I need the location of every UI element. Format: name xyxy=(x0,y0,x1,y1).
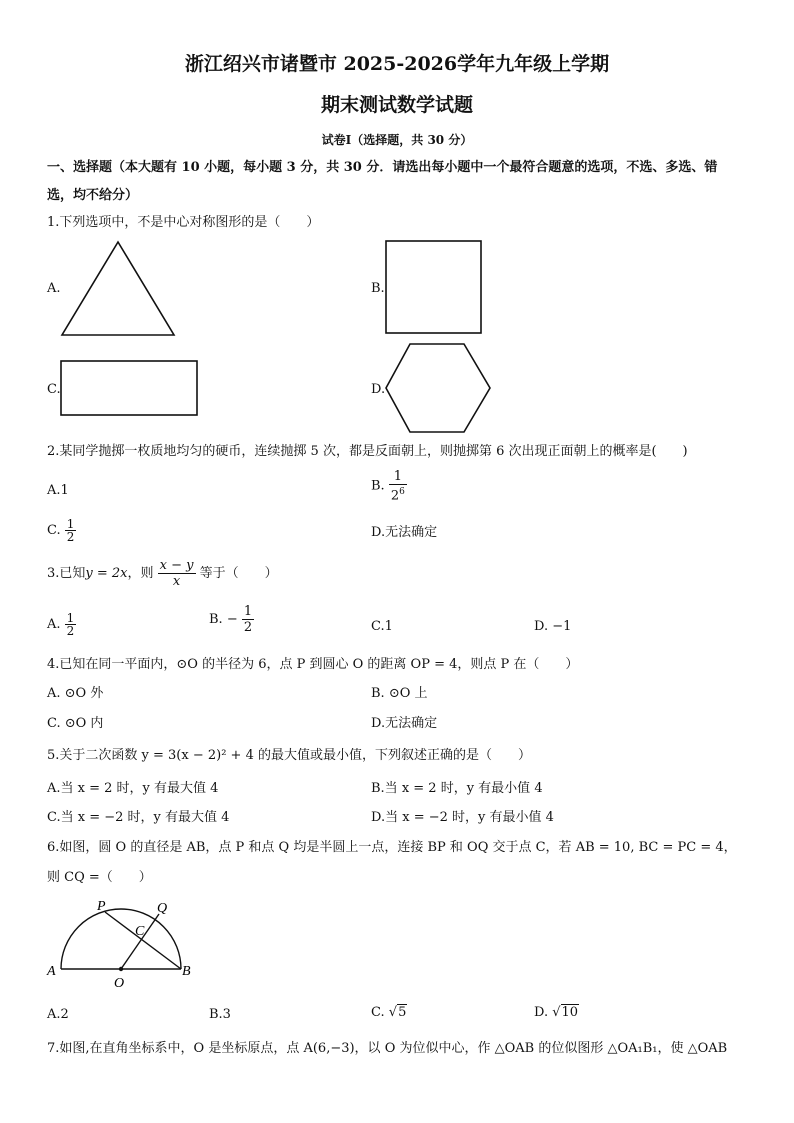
title-line-1: 浙江绍兴市诸暨市 2025-2026学年九年级上学期 xyxy=(184,53,610,75)
q6-stem-line-2: 则 CQ =（ ） xyxy=(47,870,152,885)
hexagon-icon xyxy=(384,342,496,436)
label-c: C xyxy=(135,924,145,939)
q2-option-d: D.无法确定 xyxy=(371,525,438,540)
q3-option-b: B. − $\frac{1}{2}$ xyxy=(209,604,253,635)
label-p: P xyxy=(97,899,106,914)
q3-option-d: D. −1 xyxy=(534,619,572,634)
q1-option-a-label: A. xyxy=(47,281,61,296)
q6-stem-line-1: 6.如图，圆 O 的直径是 AB，点 P 和点 Q 均是半圆上一点，连接 BP 和 OQ 交于点 C，若 AB = 10, BC = PC = 4， xyxy=(47,840,737,855)
q2-option-a: A.1 xyxy=(47,483,69,498)
segment-oq xyxy=(121,914,159,969)
point-o-dot xyxy=(119,967,123,971)
q5-stem: 5.关于二次函数 y = 3(x − 2)² + 4 的最大值或最小值，下列叙述正确的是（ ） xyxy=(47,748,531,763)
q4-option-c: C. ⊙O 内 xyxy=(47,716,104,731)
sqrt-icon: √ xyxy=(552,1005,561,1020)
q3-stem: 3.已知y = 2x，则 $\frac{x - y}{x}$ 等于（ ） xyxy=(47,558,278,589)
q1-option-c-label: C. xyxy=(47,382,61,397)
q4-option-a: A. ⊙O 外 xyxy=(47,686,104,701)
q5-option-a: A.当 x = 2 时，y 有最大值 4 xyxy=(47,781,219,796)
title-line-2: 期末测试数学试题 xyxy=(320,94,473,116)
label-a: A xyxy=(47,964,56,979)
q4-option-d: D.无法确定 xyxy=(371,716,438,731)
q1-stem: 1.下列选项中，不是中心对称图形的是（ ） xyxy=(47,215,320,230)
paper-section-label: 试卷Ⅰ（选择题，共 30 分） xyxy=(321,133,473,147)
q2-option-c: C. $\frac{1}{2}$ xyxy=(47,517,75,544)
segment-bp xyxy=(105,912,181,969)
q1-option-b-label: B. xyxy=(371,281,385,296)
q3-fraction: $\frac{x - y}{x}$ xyxy=(159,558,194,589)
q6-option-a: A.2 xyxy=(47,1007,69,1022)
label-o: O xyxy=(114,976,125,991)
q7-stem: 7.如图,在直角坐标系中，O 是坐标原点，点 A(6,−3)，以 O 为位似中心，作 △OAB 的位似图形 △OA₁B₁，使 △OAB xyxy=(47,1041,728,1056)
q3-option-a: A. $\frac{1}{2}$ xyxy=(47,611,75,638)
label-q: Q xyxy=(157,901,168,916)
q5-option-c: C.当 x = −2 时，y 有最大值 4 xyxy=(47,810,230,825)
q3-option-c: C.1 xyxy=(371,619,393,634)
q6-option-d: D. √10 xyxy=(534,1005,579,1020)
q2-stem: 2.某同学抛掷一枚质地均匀的硬币，连续抛掷 5 次，都是反面朝上，则抛掷第 6 次出现正面朝上的概率是( ) xyxy=(47,444,688,459)
q5-option-d: D.当 x = −2 时，y 有最小值 4 xyxy=(371,810,554,825)
q4-option-b: B. ⊙O 上 xyxy=(371,686,428,701)
q6-option-c: C. √5 xyxy=(371,1005,407,1020)
rectangle-icon xyxy=(60,360,200,418)
label-b: B xyxy=(182,964,191,979)
semicircle-diagram xyxy=(44,895,204,995)
triangle-icon xyxy=(60,240,180,340)
q4-stem: 4.已知在同一平面内，⊙O 的半径为 6，点 P 到圆心 O 的距离 OP = 4，则点 P 在（ ） xyxy=(47,657,579,672)
section-heading-line-1: 一、选择题（本大题有 10 小题，每小题 3 分，共 30 分．请选出每小题中一个最符合题意的选项，不选、多选、错 xyxy=(47,160,718,175)
square-icon xyxy=(385,240,485,336)
q2-option-b-label: B. xyxy=(371,478,385,494)
sqrt-icon: √ xyxy=(388,1005,398,1020)
q6-option-b: B.3 xyxy=(209,1007,231,1022)
q2-option-b xyxy=(371,469,407,503)
semicircle-arc xyxy=(61,909,181,969)
q2-option-b-fraction: $\frac{1}{2^6}$ xyxy=(390,469,405,504)
q5-option-b: B.当 x = 2 时，y 有最小值 4 xyxy=(371,781,543,796)
section-heading-line-2: 选，均不给分） xyxy=(47,188,139,203)
q1-option-d-label: D. xyxy=(371,382,386,397)
